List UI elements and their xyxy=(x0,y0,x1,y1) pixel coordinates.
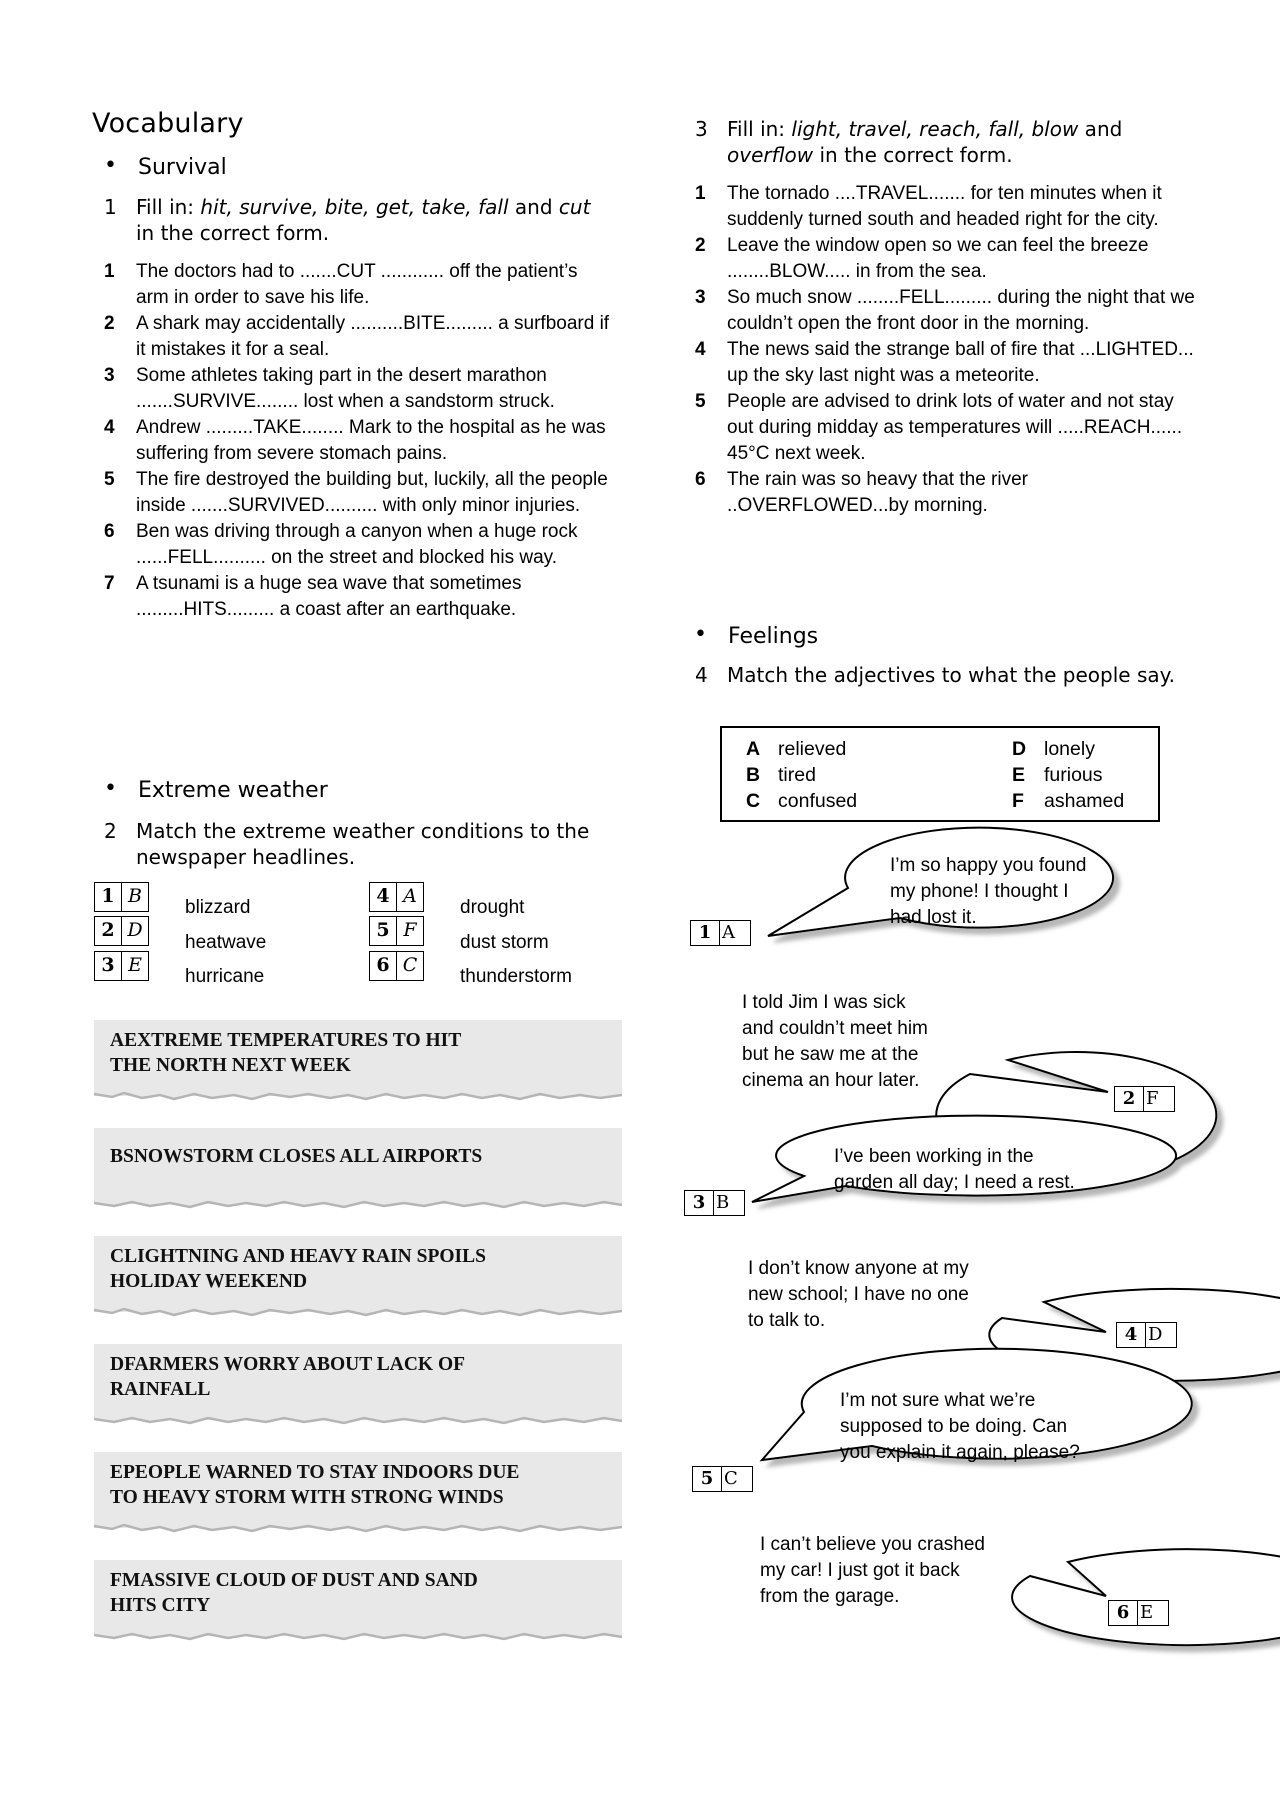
newspaper-headline: DFARMERS WORRY ABOUT LACK OF RAINFALL xyxy=(94,1344,622,1420)
list-item: 1 The tornado ....TRAVEL....... for ten minutes when it suddenly turned south and headed right for the city. xyxy=(695,183,1162,230)
weather-label: heatwave xyxy=(185,932,267,953)
answer-box: 2 F xyxy=(1114,1086,1175,1112)
adjective: D lonely xyxy=(1012,738,1095,760)
answer-box: 6 C xyxy=(369,951,424,981)
section-heading: Feelings xyxy=(728,624,819,649)
weather-label: drought xyxy=(460,897,525,918)
adjective: B tired xyxy=(746,764,816,786)
list-item: 7 A tsunami is a huge sea wave that sometimes .........HITS......... a coast after an earthquake. xyxy=(104,573,522,620)
newspaper-headline: BSNOWSTORM CLOSES ALL AIRPORTS xyxy=(94,1128,622,1204)
section-heading: Survival xyxy=(138,155,227,180)
answer-box: 3 B xyxy=(684,1190,745,1216)
speech-bubble-text: I told Jim I was sick and couldn’t meet him but he saw me at the cinema an hour later. xyxy=(742,992,928,1091)
speech-bubble-text: I’ve been working in the garden all day; I need a rest. xyxy=(834,1146,1075,1193)
bullet: • xyxy=(104,153,117,178)
answer-box: 5 F xyxy=(369,916,424,946)
adjective: E furious xyxy=(1012,764,1103,786)
answer-box: 4 D xyxy=(1116,1322,1177,1348)
adjective: C confused xyxy=(746,790,858,812)
answer-box: 2 D xyxy=(94,916,149,946)
adjective: A relieved xyxy=(746,738,847,760)
speech-bubble-text: I’m so happy you found my phone! I thought I had lost it. xyxy=(890,855,1087,928)
list-item: 4 Andrew .........TAKE........ Mark to the hospital as he was suffering from severe stomach pains. xyxy=(104,417,606,464)
answer-box: 6 E xyxy=(1108,1600,1169,1626)
weather-label: thunderstorm xyxy=(460,966,572,987)
weather-label: blizzard xyxy=(185,897,251,918)
adjective: F ashamed xyxy=(1012,790,1125,812)
speech-bubble-6 xyxy=(1012,1549,1280,1645)
answer-box: 1 B xyxy=(94,882,149,912)
answer-box: 3 E xyxy=(94,951,149,981)
list-item: 1 The doctors had to .......CUT ............ off the patient’s arm in order to save his life. xyxy=(104,261,578,308)
answer-box: 4 A xyxy=(369,882,424,912)
newspaper-headline: FMASSIVE CLOUD OF DUST AND SAND HITS CITY xyxy=(94,1560,622,1636)
list-item: 2 Leave the window open so we can feel the breeze ........BLOW..... in from the sea. xyxy=(695,235,1149,282)
exercise-number: 1 xyxy=(104,195,117,219)
page-title: Vocabulary xyxy=(92,108,244,139)
weather-label: hurricane xyxy=(185,966,265,987)
newspaper-headline: CLIGHTNING AND HEAVY RAIN SPOILS HOLIDAY WEEKEND xyxy=(94,1236,622,1312)
list-item: 6 Ben was driving through a canyon when a huge rock ......FELL.......... on the street and blocked his way. xyxy=(104,521,578,568)
list-item: 6 The rain was so heavy that the river ..OVERFLOWED...by morning. xyxy=(695,469,1028,516)
answer-box: 5 C xyxy=(692,1466,753,1492)
newspaper-headline: AEXTREME TEMPERATURES TO HIT THE NORTH NEXT WEEK xyxy=(94,1020,622,1096)
list-item: 3 Some athletes taking part in the desert marathon .......SURVIVE........ lost when a sandstorm struck. xyxy=(104,365,555,412)
list-item: 4 The news said the strange ball of fire that ...LIGHTED... up the sky last night was a meteorite. xyxy=(695,339,1194,386)
section-heading: Extreme weather xyxy=(138,778,328,803)
bullet: • xyxy=(694,622,707,647)
bullet: • xyxy=(104,776,117,801)
weather-label: dust storm xyxy=(460,932,549,953)
list-item: 2 A shark may accidentally ..........BITE......... a surfboard if it mistakes it for a seal. xyxy=(104,313,610,360)
list-item: 5 The fire destroyed the building but, luckily, all the people inside .......SURVIVED.......... with only minor injuries. xyxy=(104,469,608,516)
speech-bubble-text: I don’t know anyone at my new school; I have no one to talk to. xyxy=(748,1258,969,1331)
speech-bubble-text: I’m not sure what we’re supposed to be doing. Can you explain it again, please? xyxy=(840,1390,1080,1463)
speech-bubble-text: I can’t believe you crashed my car! I just got it back from the garage. xyxy=(760,1534,985,1607)
newspaper-headline: EPEOPLE WARNED TO STAY INDOORS DUE TO HEAVY STORM WITH STRONG WINDS xyxy=(94,1452,622,1528)
list-item: 5 People are advised to drink lots of water and not stay out during midday as temperatures will .....REACH...... 45°C next week. xyxy=(695,391,1183,464)
answer-box: 1 A xyxy=(690,920,751,946)
list-item: 3 So much snow ........FELL......... during the night that we couldn’t open the front door in the morning. xyxy=(695,287,1195,334)
